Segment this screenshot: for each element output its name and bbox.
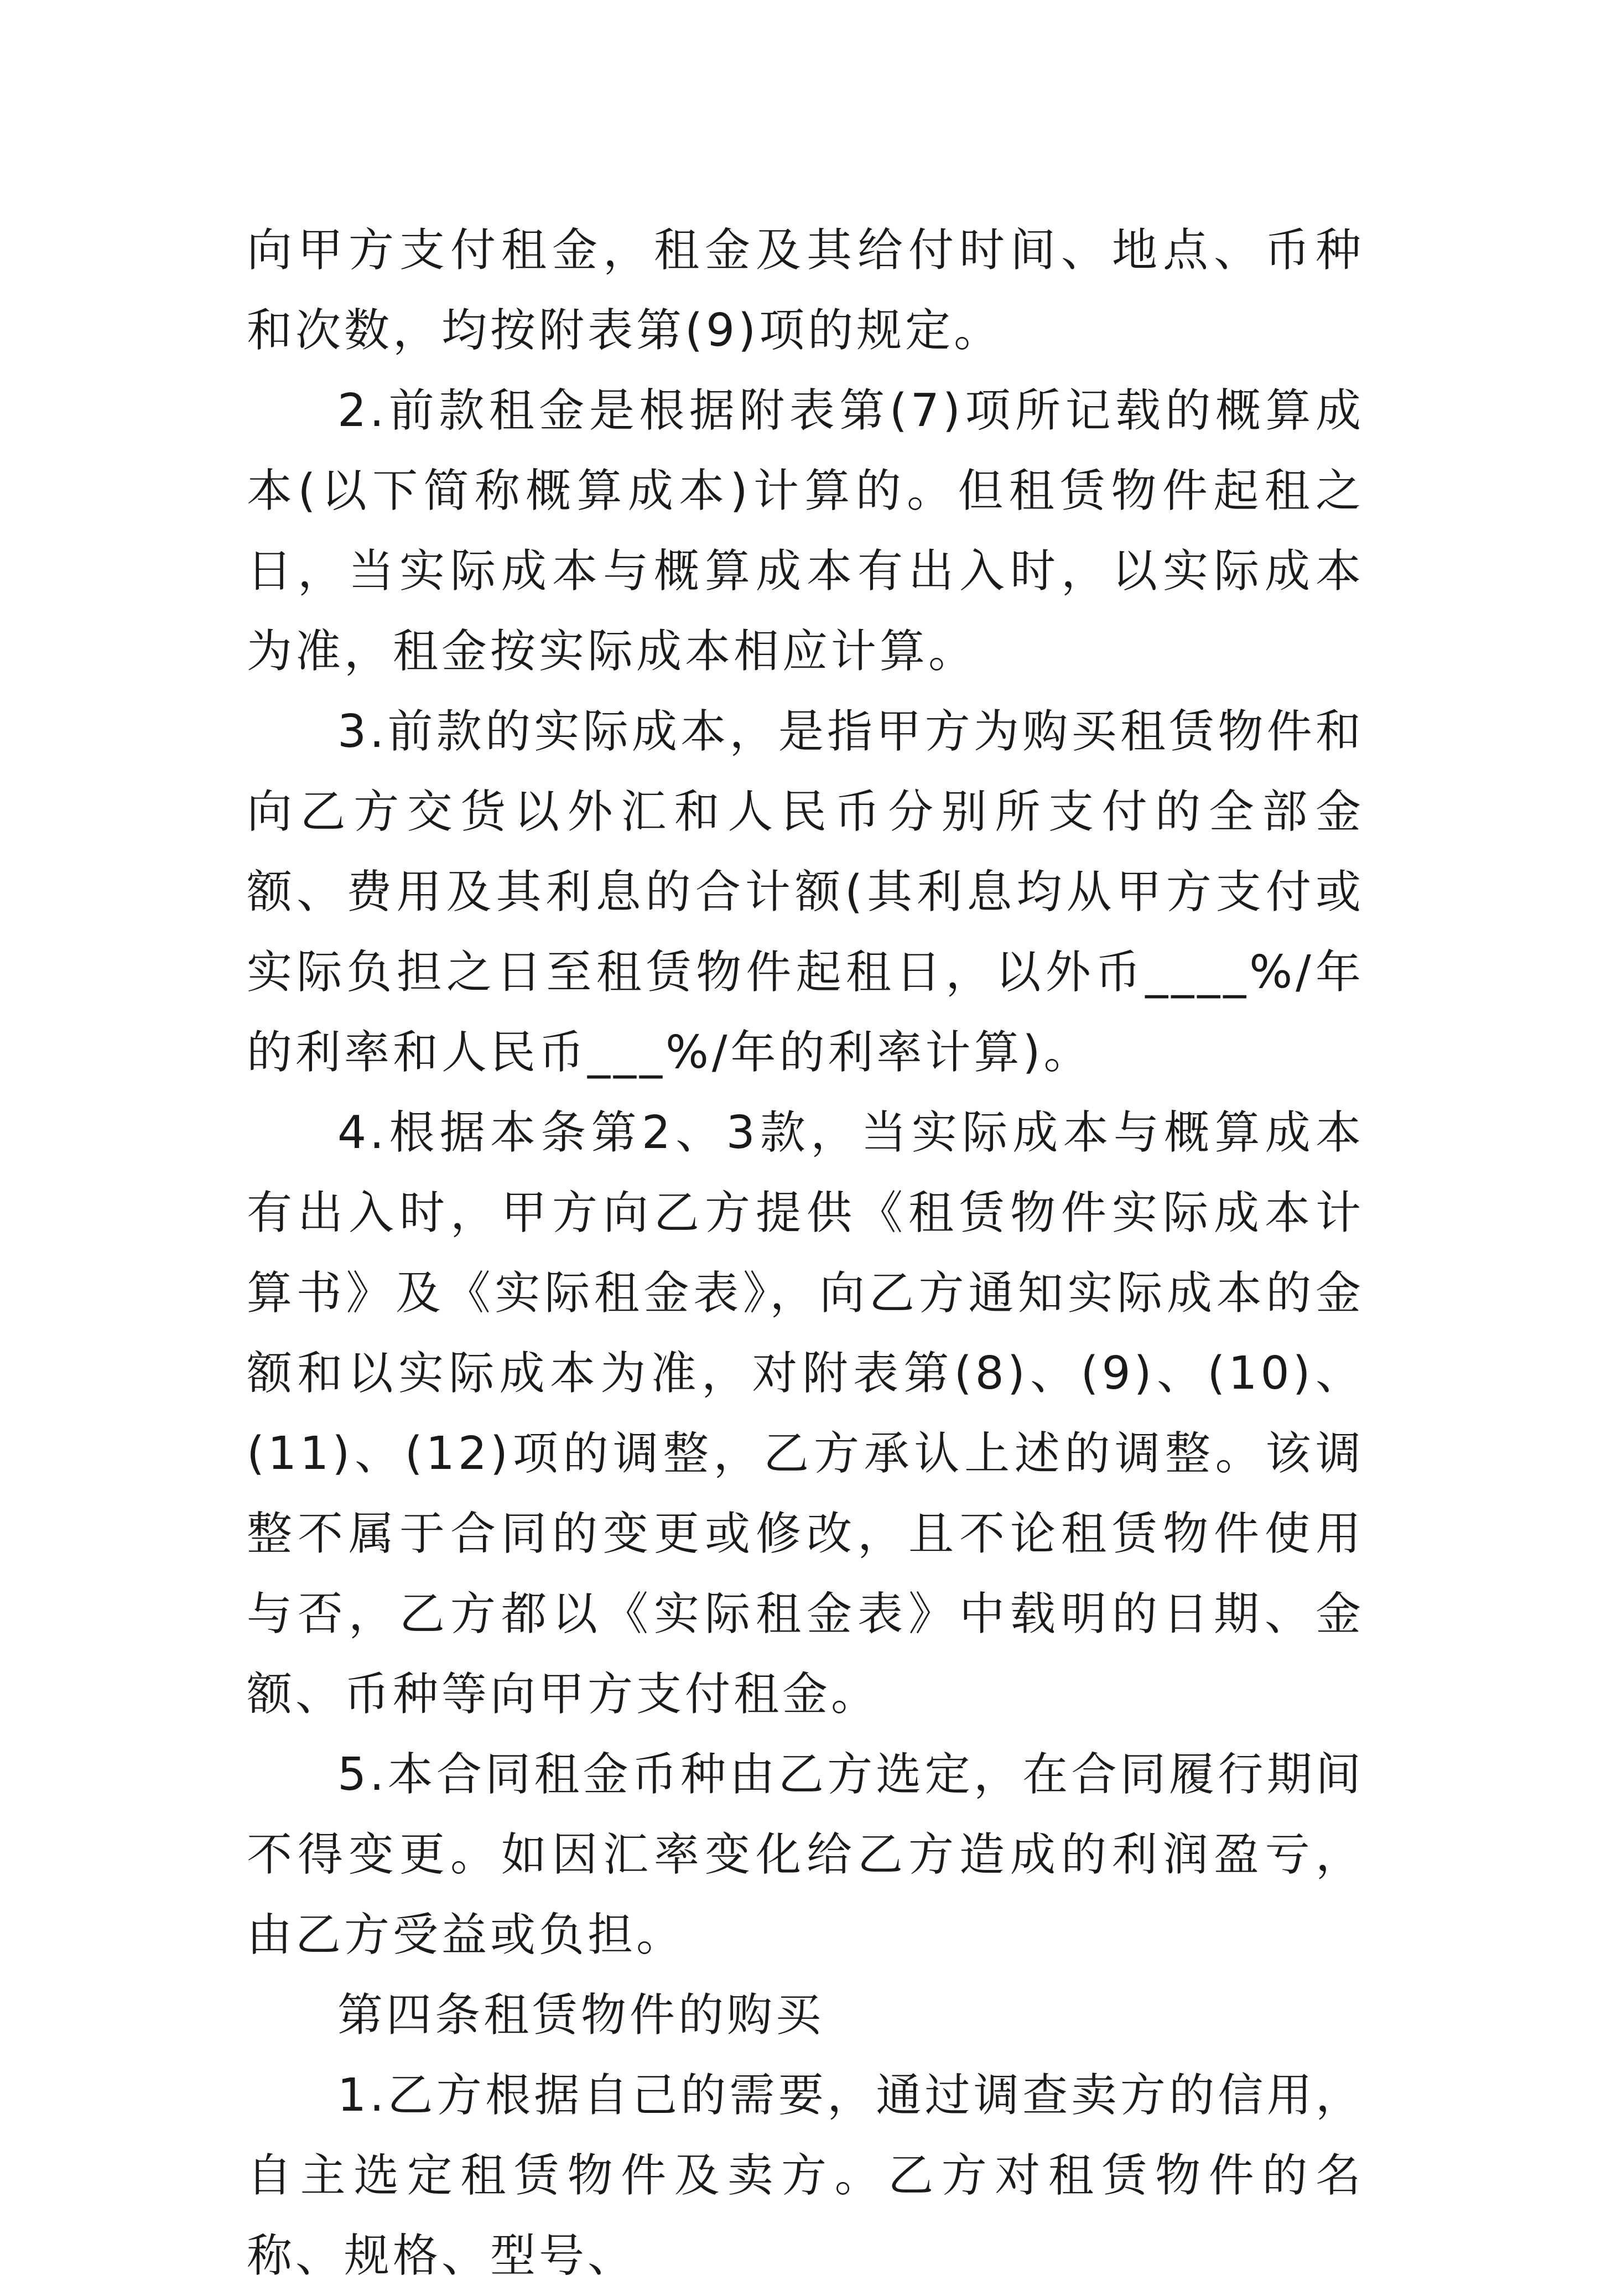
paragraph-clause-3: 3.前款的实际成本，是指甲方为购买租赁物件和向乙方交货以外汇和人民币分别所支付的全部金额、费用及其利息的合计额(其利息均从甲方支付或实际负担之日至租赁物件起租日，以外币____%/年的利率和人民币___%/年的利率计算)。 bbox=[247, 705, 1364, 1079]
paragraph-article-4-clause-1: 1.乙方根据自己的需要，通过调查卖方的信用，自主选定租赁物件及卖方。乙方对租赁物件的名称、规格、型号、 bbox=[247, 2069, 1364, 2282]
paragraph-clause-4: 4.根据本条第2、3款，当实际成本与概算成本有出入时，甲方向乙方提供《租赁物件实际成本计算书》及《实际租金表》，向乙方通知实际成本的金额和以实际成本为准，对附表第(8)、(9)、(10)、(11)、(12)项的调整，乙方承认上述的调整。该调整不属于合同的变更或修改，且不论租赁物件使用与否，乙方都以《实际租金表》中载明的日期、金额、币种等向甲方支付租金。 bbox=[247, 1107, 1364, 1721]
paragraph-rent-payment: 向甲方支付租金，租金及其给付时间、地点、币种和次数，均按附表第(9)项的规定。 bbox=[247, 224, 1364, 357]
paragraph-clause-2: 2.前款租金是根据附表第(7)项所记载的概算成本(以下简称概算成本)计算的。但租赁物件起租之日，当实际成本与概算成本有出入时，以实际成本为准，租金按实际成本相应计算。 bbox=[247, 385, 1364, 678]
paragraph-clause-5: 5.本合同租金币种由乙方选定，在合同履行期间不得变更。如因汇率变化给乙方造成的利润盈亏，由乙方受益或负担。 bbox=[247, 1748, 1364, 1961]
document-body bbox=[247, 210, 1364, 2296]
section-heading-article-4: 第四条租赁物件的购买 bbox=[337, 1989, 825, 2042]
